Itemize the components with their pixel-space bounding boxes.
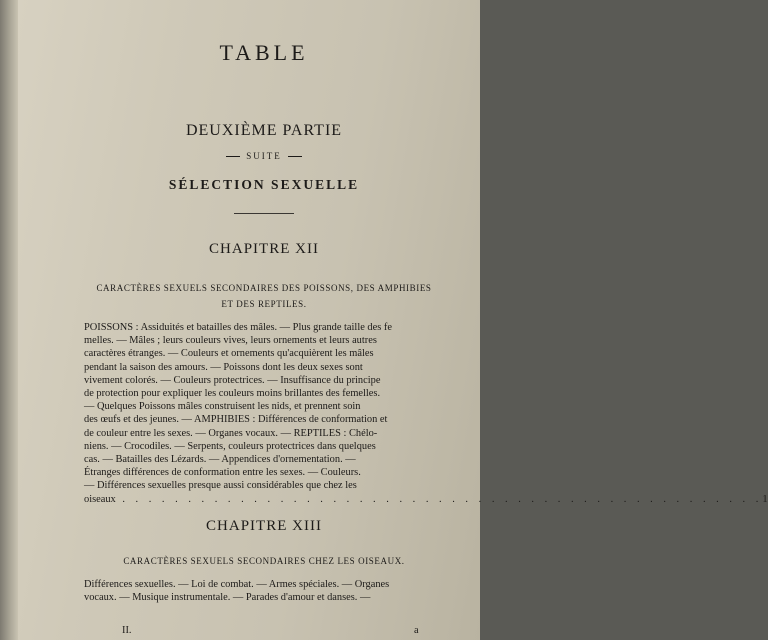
chapter-xii-subtitle: [84, 280, 444, 312]
summary-last-line: oiseaux: [84, 493, 116, 505]
chapter-xii-subtitle-line: ET DES REPTILES.: [221, 299, 307, 309]
summary-line: melles. — Mâles ; leurs couleurs vives, leurs ornements et leurs autres: [84, 335, 377, 347]
signature-mark: II.: [122, 625, 132, 636]
chapter-xii-subtitle-line: CARACTÈRES SEXUELS SECONDAIRES DES POISSONS, DES AMPHIBIES: [96, 283, 432, 293]
summary-line: caractères étranges. — Couleurs et ornements qu'acquièrent les mâles: [84, 348, 374, 360]
chapter-xiii-subtitle: [84, 553, 444, 569]
book-gutter: [0, 0, 18, 640]
section-title: SÉLECTION SEXUELLE: [168, 177, 360, 192]
chapter-xii-heading: CHAPITRE XII: [209, 241, 319, 257]
summary-line: pendant la saison des amours. — Poissons dont les deux sexes sont: [84, 361, 363, 373]
dot-leader: . . . . . . . . . . . . . . . . . . . . . . . . . . . . . . . . . . . . . . . . . . . . . . . . .: [115, 493, 763, 505]
summary-line: vocaux. — Musique instrumentale. — Parades d'amour et danses. —: [84, 592, 371, 604]
chapter-xiii-heading: CHAPITRE XIII: [206, 518, 322, 534]
chapter-xii-summary: [84, 321, 768, 506]
suite-label: [84, 151, 444, 161]
divider-rule: [234, 213, 294, 214]
summary-line: cas. — Batailles des Lézards. — Appendices d'ornementation. —: [84, 454, 356, 466]
summary-line: de couleur entre les sexes. — Organes vocaux. — REPTILES : Chélo-: [84, 427, 378, 439]
suite-text: SUITE: [246, 151, 282, 161]
summary-line: — Quelques Poissons mâles construisent les nids, et prennent soin: [84, 401, 361, 413]
page-title: TABLE: [219, 40, 309, 65]
summary-line: des œufs et des jeunes. — AMPHIBIES : Différences de conformation et: [84, 414, 388, 426]
summary-line: POISSONS : Assiduités et batailles des mâles. — Plus grande taille des fe: [84, 322, 392, 333]
chapter-xiii-summary: [84, 578, 444, 604]
chapter-xiii-subtitle-line: CARACTÈRES SEXUELS SECONDAIRES CHEZ LES OISEAUX.: [123, 556, 405, 566]
toc-entry-leader-line: [84, 493, 768, 506]
summary-line: vivement colorés. — Couleurs protectrices. — Insuffisance du principe: [84, 374, 381, 386]
page-reference: 1: [762, 493, 768, 505]
signature-letter: a: [414, 625, 419, 636]
summary-line: — Différences sexuelles presque aussi considérables que chez les: [84, 480, 357, 492]
summary-line: Différences sexuelles. — Loi de combat. — Armes spéciales. — Organes: [84, 579, 390, 590]
summary-line: de protection pour expliquer les couleurs moins brillantes des femelles.: [84, 388, 381, 400]
summary-line: niens. — Crocodiles. — Serpents, couleurs protectrices dans quelques: [84, 440, 376, 452]
summary-line: Étranges différences de conformation entre les sexes. — Couleurs.: [84, 467, 361, 479]
part-title: DEUXIÈME PARTIE: [185, 122, 343, 139]
